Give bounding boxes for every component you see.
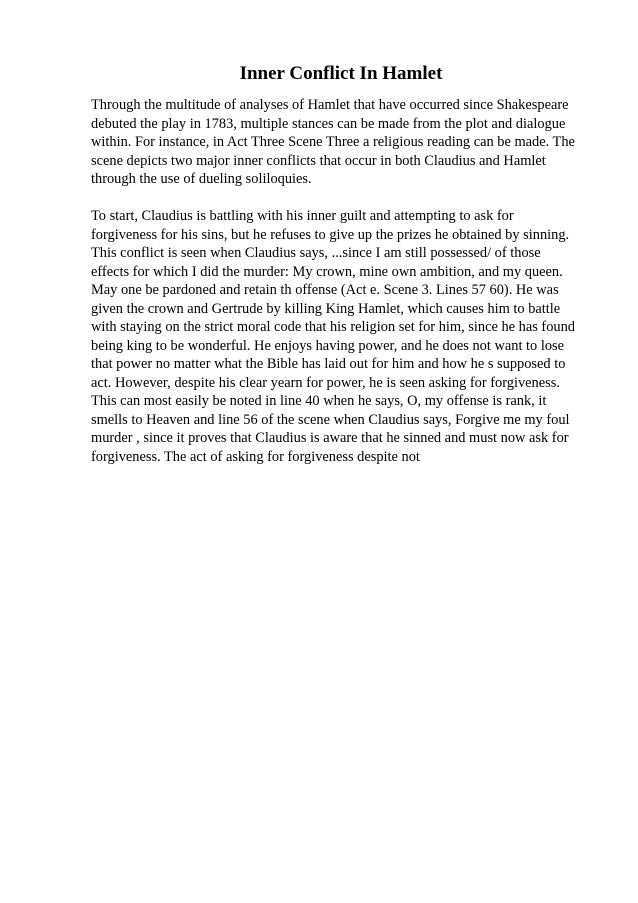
text-line: given the crown and Gertrude by killing King Hamlet, which causes him to battle — [91, 300, 561, 317]
text-line: smells to Heaven and line 56 of the scene when Claudius says, Forgive me my foul — [91, 411, 570, 428]
text-line: May one be pardoned and retain th offense (Act e. Scene 3. Lines 57 60). He was — [91, 282, 559, 298]
text-line: act. However, despite his clear yearn for power, he is seen asking for forgiveness. — [91, 374, 560, 391]
document-title: Inner Conflict In Hamlet — [239, 63, 443, 84]
text-line: murder , since it proves that Claudius is aware that he sinned and must now ask for — [91, 430, 569, 446]
text-line: This conflict is seen when Claudius says, ...since I am still possessed/ of those — [91, 245, 541, 261]
text-line: To start, Claudius is battling with his inner guilt and attempting to ask for — [91, 208, 514, 224]
paragraph-1 — [91, 96, 591, 189]
text-line: forgiveness. The act of asking for forgiveness despite not — [91, 448, 420, 465]
text-line: through the use of dueling soliloquies. — [91, 171, 312, 187]
document-body — [91, 96, 591, 466]
text-line: scene depicts two major inner conflicts that occur in both Claudius and Hamlet — [91, 152, 546, 169]
paragraph-2 — [91, 207, 591, 466]
text-line: Through the multitude of analyses of Hamlet that have occurred since Shakespeare — [91, 97, 569, 113]
text-line: that power no matter what the Bible has laid out for him and how he s supposed to — [91, 356, 566, 372]
text-line: with staying on the strict moral code that his religion set for him, since he has found — [91, 319, 575, 335]
text-line: within. For instance, in Act Three Scene Three a religious reading can be made. The — [91, 134, 575, 150]
text-line: forgiveness for his sins, but he refuses to give up the prizes he obtained by sinning. — [91, 226, 570, 243]
text-line: effects for which I did the murder: My crown, mine own ambition, and my queen. — [91, 263, 563, 280]
text-line: being king to be wonderful. He enjoys having power, and he does not want to lose — [91, 337, 565, 354]
text-line: This can most easily be noted in line 40 when he says, O, my offense is rank, it — [91, 393, 547, 409]
text-line: debuted the play in 1783, multiple stances can be made from the plot and dialogue — [91, 115, 566, 132]
